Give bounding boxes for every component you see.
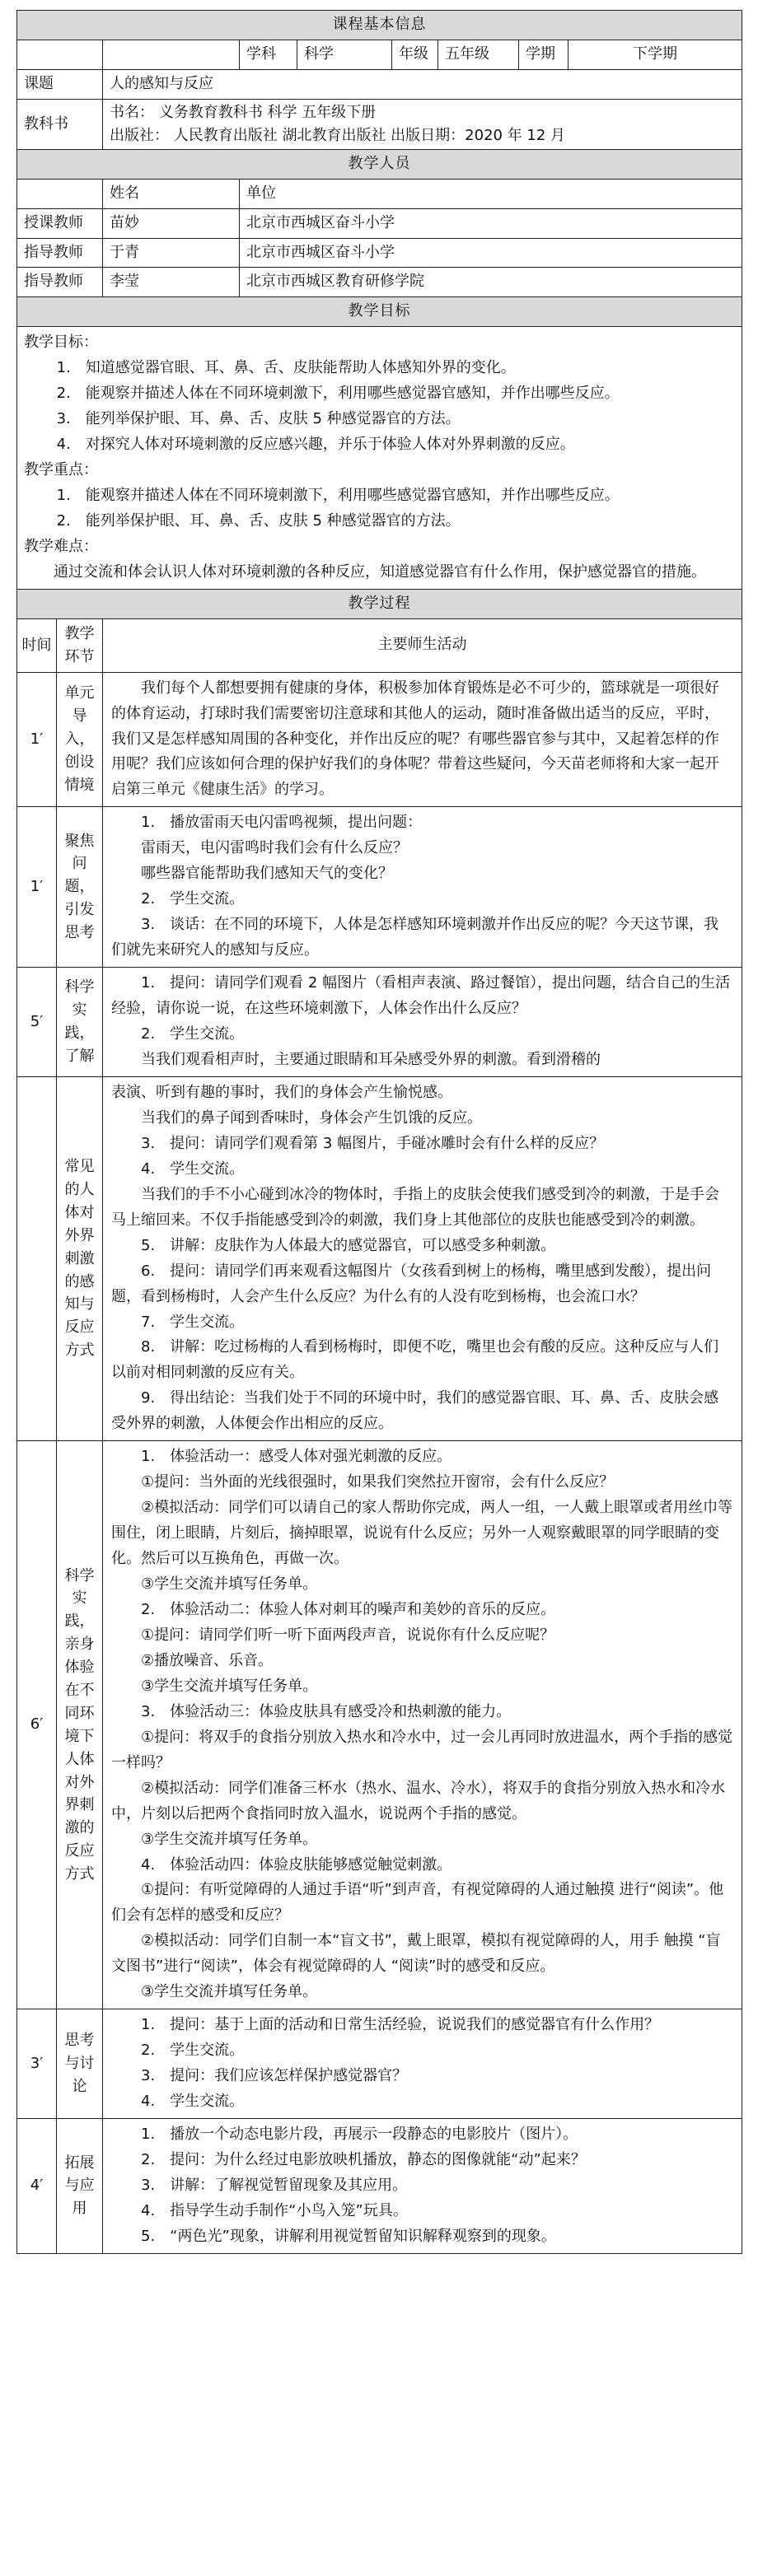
process-step: 单元导入，创设情境 xyxy=(57,672,103,807)
book-title-line: 书名： 义务教育教科书 科学 五年级下册 xyxy=(110,103,377,121)
objective-item: 1. 知道感觉器官眼、耳、鼻、舌、皮肤能帮助人体感知外界的变化。 xyxy=(56,359,516,377)
process-time: 3′ xyxy=(17,2009,57,2119)
process-row xyxy=(17,1076,742,1440)
grade-label: 年级 xyxy=(392,40,438,69)
key-point-item: 1. 能观察并描述人体在不同环境刺激下，利用哪些感觉器官感知，并作出哪些反应。 xyxy=(56,487,620,505)
subject-value: 科学 xyxy=(297,40,392,69)
process-time: 1′ xyxy=(17,672,57,807)
process-row xyxy=(17,672,742,807)
process-activity: 1. 体验活动一：感受人体对强光刺激的反应。 ①提问：当外面的光线很强时，如果我们突然拉开窗帘，会有什么反应？ ②模拟活动：同学们可以请自己的家人帮助你完成，两人一组，一人戴上眼罩或者用丝巾等围住，闭上眼睛，片刻后，摘掉眼罩，说说有什么反应；另外一人观察戴眼罩的同学眼睛的变化。然后可以互换角色，再做一次。 ③学生交流并填写任务单。 2. 体验活动二：体验人体对刺耳的噪声和美妙的音乐的反应。 ①提问：请同学们听一听下面两段声音，说说你有什么反应呢？ ②播放噪音、乐音。 ③学生交流并填写任务单。 3. 体验活动三：体验皮肤具有感受冷和热刺激的能力。 ①提问：将双手的食指分别放入热水和冷水中，过一会儿再同时放进温水，两个手指的感觉一样吗？ ②模拟活动：同学们准备三杯水（热水、温水、冷水），将双手的食指分别放入热水和冷水中，片刻以后把两个食指同时放入温水，说说两个手指的感觉。 ③学生交流并填写任务单。 4. 体验活动四：体验皮肤能够感觉触觉刺激。 ①提问：有听觉障碍的人通过手语“听”到声音，有视觉障碍的人通过触摸 进行“阅读”。他们会有怎样的感受和反应？ ②模拟活动：同学们自制一本“盲文书”，戴上眼罩，模拟有视觉障碍的人，用手 触摸 “盲文图书”进行“阅读”，体会有视觉障碍的人 “阅读”时的感受和反应。 ③学生交流并填写任务单。 xyxy=(103,1441,742,2009)
difficult-text: 通过交流和体会认识人体对环境刺激的各种反应，知道感觉器官有什么作用，保护感觉器官的措施。 xyxy=(54,562,706,581)
staff-row: 指导教师 于青 北京市西城区奋斗小学 xyxy=(17,238,742,268)
term-value: 下学期 xyxy=(568,40,742,69)
basic-info-header: 课程基本信息 xyxy=(17,11,742,40)
key-points-label: 教学重点： xyxy=(24,461,98,479)
lesson-plan-table xyxy=(16,10,742,2254)
process-activity: 表演、听到有趣的事时，我们的身体会产生愉悦感。 当我们的鼻子闻到香味时，身体会产生饥饿的反应。 3. 提问：请同学们观看第 3 幅图片，手碰冰雕时会有什么样的反应？ 4. 学生交流。 当我们的手不小心碰到冰冷的物体时，手指上的皮肤会使我们感受到冷的刺激，于是手会马上缩回来。不仅手指能感受到冷的刺激，我们身上其他部位的皮肤也能感受到冷的刺激。 5. 讲解：皮肤作为人体最大的感觉器官，可以感受多种刺激。 6. 提问：请同学们再来观看这幅图片（女孩看到树上的杨梅，嘴里感到发酸），提出问题，看到杨梅时，人会产生什么反应？为什么有的人没有吃到杨梅，也会流口水？ 7. 学生交流。 8. 讲解：吃过杨梅的人看到杨梅时，即便不吃，嘴里也会有酸的反应。这种反应与人们以前对相同刺激的反应有关。 9. 得出结论：当我们处于不同的环境中时，我们的感觉器官眼、耳、鼻、舌、皮肤会感受外界的刺激，人体便会作出相应的反应。 xyxy=(103,1076,742,1440)
difficult-label: 教学难点： xyxy=(24,537,98,555)
process-activity: 1. 播放雷雨天电闪雷鸣视频，提出问题： 雷雨天，电闪雷鸣时我们会有什么反应？ 哪些器官能帮助我们感知天气的变化？ 2. 学生交流。 3. 谈话：在不同的环境下，人体是怎样感知环境刺激并作出反应的呢？今天这节课，我们就先来研究人的感知与反应。 xyxy=(103,807,742,968)
staff-col-name: 姓名 xyxy=(103,179,240,208)
goals-content xyxy=(17,327,742,590)
book-label: 教科书 xyxy=(17,99,103,149)
objective-item: 4. 对探究人体对环境刺激的反应感兴趣，并乐于体验人体对外界刺激的反应。 xyxy=(56,436,575,454)
process-activity: 1. 播放一个动态电影片段，再展示一段静态的电影胶片（图片）。 2. 提问：为什么经过电影放映机播放，静态的图像就能“动”起来？ 3. 讲解：了解视觉暂留现象及其应用。 4. 指导学生动手制作“小鸟入笼”玩具。 5. “两色光”现象，讲解利用视觉暂留知识解释观察到的现象。 xyxy=(103,2119,742,2254)
process-time xyxy=(17,1076,57,1440)
objective-item: 3. 能列举保护眼、耳、鼻、舌、皮肤 5 种感觉器官的方法。 xyxy=(56,410,461,428)
process-col-main: 主要师生活动 xyxy=(103,618,742,672)
process-row xyxy=(17,1441,742,2009)
topic-value: 人的感知与反应 xyxy=(103,69,742,99)
process-activity: 我们每个人都想要拥有健康的身体，积极参加体育锻炼是必不可少的，篮球就是一项很好的体育运动，打球时我们需要密切注意球和其他人的运动，随时准备做出适当的反应，平时，我们又是怎样感知周围的各种变化，并作出反应的呢？有哪些器官参与其中，又起着怎样的作用呢？我们应该如何合理的保护好我们的身体呢？带着这些疑问，今天苗老师将和大家一起开启第三单元《健康生活》的学习。 xyxy=(103,672,742,807)
staff-header: 教学人员 xyxy=(17,149,742,179)
staff-row: 指导教师 李莹 北京市西城区教育研修学院 xyxy=(17,268,742,297)
process-row xyxy=(17,807,742,968)
goals-header: 教学目标 xyxy=(17,297,742,327)
objectives-label: 教学目标： xyxy=(24,334,98,352)
term-label: 学期 xyxy=(519,40,568,69)
process-col-time: 时间 xyxy=(17,618,57,672)
process-step: 常见的人体对外界刺激的感知与反应方式 xyxy=(57,1076,103,1440)
staff-col-unit: 单位 xyxy=(240,179,742,208)
key-point-item: 2. 能列举保护眼、耳、鼻、舌、皮肤 5 种感觉器官的方法。 xyxy=(56,512,461,530)
objective-item: 2. 能观察并描述人体在不同环境刺激下，利用哪些感觉器官感知，并作出哪些反应。 xyxy=(56,385,620,403)
subject-label: 学科 xyxy=(240,40,297,69)
process-row xyxy=(17,2119,742,2254)
process-time: 4′ xyxy=(17,2119,57,2254)
process-row xyxy=(17,2009,742,2119)
process-step: 思考与讨论 xyxy=(57,2009,103,2119)
process-col-step: 教学环节 xyxy=(57,618,103,672)
process-step: 聚焦问题，引发思考 xyxy=(57,807,103,968)
process-header: 教学过程 xyxy=(17,589,742,618)
process-activity: 1. 提问：基于上面的活动和日常生活经验，说说我们的感觉器官有什么作用？ 2. 学生交流。 3. 提问：我们应该怎样保护感觉器官？ 4. 学生交流。 xyxy=(103,2009,742,2119)
process-activity: 1. 提问：请同学们观看 2 幅图片（看相声表演、路过餐馆），提出问题，结合自己的生活经验，请你说一说，在这些环境刺激下，人体会作出什么反应？ 2. 学生交流。 当我们观看相声时，主要通过眼睛和耳朵感受外界的刺激。看到滑稽的 xyxy=(103,968,742,1077)
process-row xyxy=(17,968,742,1077)
grade-value: 五年级 xyxy=(438,40,519,69)
process-step: 拓展与应用 xyxy=(57,2119,103,2254)
process-step: 科学实践，亲身体验在不同环境下人体对外界刺激的反应方式 xyxy=(57,1441,103,2009)
book-info xyxy=(103,99,742,149)
process-step: 科学实践，了解 xyxy=(57,968,103,1077)
book-publisher-line: 出版社： 人民教育出版社 湖北教育出版社 出版日期：2020 年 12 月 xyxy=(110,126,566,144)
staff-row: 授课教师 苗妙 北京市西城区奋斗小学 xyxy=(17,208,742,238)
topic-label: 课题 xyxy=(17,69,103,99)
process-time: 5′ xyxy=(17,968,57,1077)
process-time: 1′ xyxy=(17,807,57,968)
process-time: 6′ xyxy=(17,1441,57,2009)
